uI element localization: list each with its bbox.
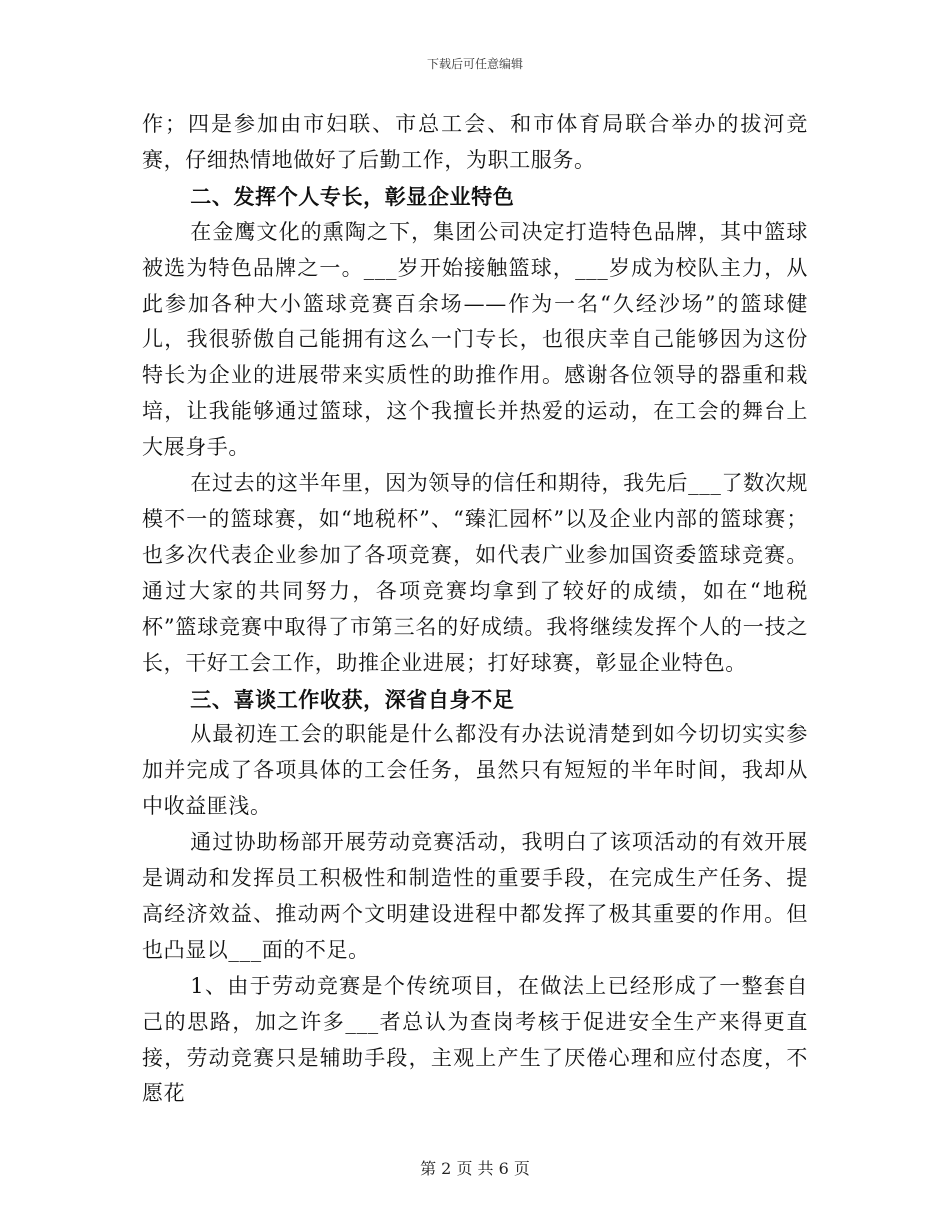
document-body	[142, 107, 808, 1112]
page-header: 下载后可任意编辑	[426, 57, 523, 71]
paragraph-basketball-specialty: 在金鹰文化的熏陶之下，集团公司决定打造特色品牌，其中篮球被选为特色品牌之一。___岁开始接触篮球，___岁成为校队主力，从此参加各种大小篮球竞赛百余场——作为一名“久经沙场”的篮球健儿，我很骄傲自己能拥有这么一门专长，也很庆幸自己能够因为这份特长为企业的进展带来实质性的助推作用。感谢各位领导的器重和栽培，让我能够通过篮球，这个我擅长并热爱的运动，在工会的舞台上大展身手。	[142, 219, 808, 460]
section-heading-3: 三、喜谈工作收获，深省自身不足	[190, 686, 515, 712]
paragraph-point-1: 1、由于劳动竞赛是个传统项目，在做法上已经形成了一整套自己的思路，加之许多___者总认为查岗考核于促进安全生产来得更直接，劳动竞赛只是辅助手段，主观上产生了厌倦心理和应付态度，不愿花	[142, 973, 808, 1106]
paragraph-past-half-year: 在过去的这半年里，因为领导的信任和期待，我先后___了数次规模不一的篮球赛，如“地税杯”、“臻汇园杯”以及企业内部的篮球赛；也多次代表企业参加了各项竞赛，如代表广业参加国资委篮球竞赛。通过大家的共同努力，各项竞赛均拿到了较好的成绩，如在“地税杯”篮球竞赛中取得了市第三名的好成绩。我将继续发挥个人的一技之长，干好工会工作，助推企业进展；打好球赛，彰显企业特色。	[142, 471, 808, 675]
page-number-footer: 第 2 页 共 6 页	[420, 1159, 530, 1178]
section-heading-2: 二、发挥个人专长，彰显企业特色	[190, 183, 515, 209]
paragraph-continuation: 作；四是参加由市妇联、市总工会、和市体育局联合举办的拔河竞赛，仔细热情地做好了后勤工作，为职工服务。	[142, 112, 808, 172]
paragraph-labor-competition: 通过协助杨部开展劳动竞赛活动，我明白了该项活动的有效开展是调动和发挥员工积极性和制造性的重要手段，在完成生产任务、提高经济效益、推动两个文明建设进程中都发挥了极其重要的作用。但也凸显以___面的不足。	[142, 830, 808, 962]
paragraph-gains: 从最初连工会的职能是什么都没有办法说清楚到如今切切实实参加并完成了各项具体的工会任务，虽然只有短短的半年时间，我却从中收益匪浅。	[142, 722, 808, 819]
